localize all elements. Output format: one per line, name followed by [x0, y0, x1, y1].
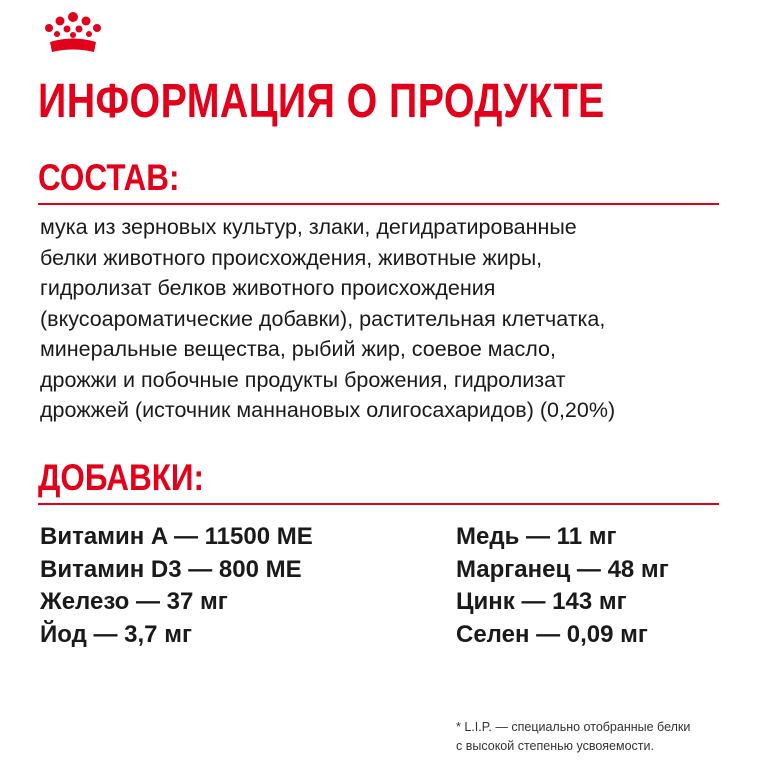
additives-list-right: [456, 521, 669, 651]
footnote-line: * L.I.P. — специально отобранные белки: [456, 720, 691, 734]
footnote: [456, 718, 690, 756]
composition-line: минеральные вещества, рыбий жир, соевое масло,: [40, 337, 556, 361]
additives-list-left: [40, 521, 313, 651]
composition-heading: СОСТАВ:: [38, 157, 180, 198]
additive-item: Йод — 3,7 мг: [40, 620, 192, 648]
composition-line: белки животного происхождения, животные жиры,: [40, 245, 543, 270]
additive-item: Витамин A — 11500 МЕ: [40, 523, 313, 550]
composition-text: [40, 212, 730, 426]
divider: [38, 503, 719, 505]
additive-item: Марганец — 48 мг: [456, 555, 669, 583]
page-title: ИНФОРМАЦИЯ О ПРОДУКТЕ: [38, 75, 605, 128]
additive-item: Цинк — 143 мг: [456, 588, 627, 615]
composition-line: дрожжи и побочные продукты брожения, гидролизат: [40, 367, 566, 392]
composition-line: гидролизат белков животного происхождения: [40, 276, 496, 300]
royal-canin-crown-icon: [40, 10, 106, 56]
divider: [38, 203, 719, 205]
additive-item: Селен — 0,09 мг: [456, 620, 648, 648]
composition-line: (вкусоароматические добавки), растительная клетчатка,: [40, 306, 606, 331]
composition-line: мука из зерновых культур, злаки, дегидратированные: [40, 215, 577, 239]
footnote-line: с высокой степенью усвояемости.: [456, 739, 654, 753]
additives-heading: ДОБАВКИ:: [38, 457, 204, 498]
additive-item: Медь — 11 мг: [456, 523, 617, 550]
composition-line: дрожжей (источник маннановых олигосахаридов) (0,20%): [40, 398, 616, 422]
additive-item: Витамин D3 — 800 МЕ: [40, 555, 302, 583]
additive-item: Железо — 37 мг: [40, 588, 228, 615]
